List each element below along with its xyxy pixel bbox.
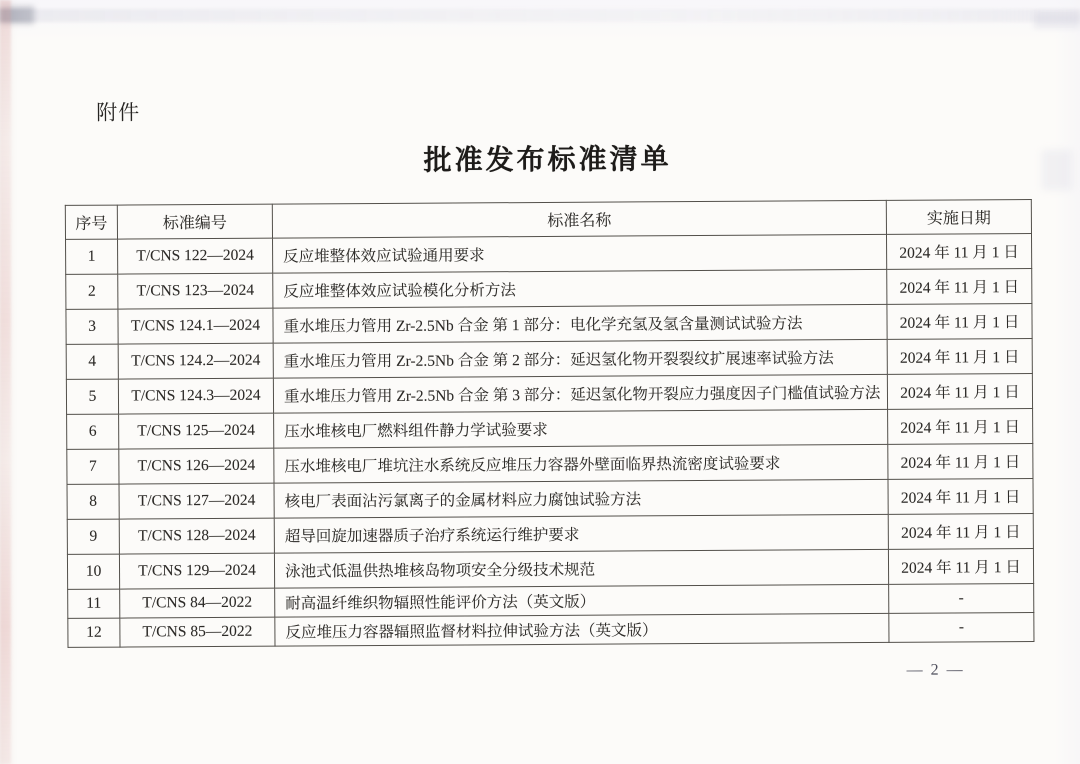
table-row: [68, 612, 1034, 647]
cell-standard-name: 耐高温纤维织物辐照性能评价方法（英文版）: [275, 584, 889, 617]
cell-implementation-date: 2024 年 11 月 1 日: [887, 373, 1032, 409]
cell-standard-code: T/CNS 127—2024: [119, 483, 274, 519]
cell-standard-code: T/CNS 124.3—2024: [118, 378, 273, 414]
cell-implementation-date: 2024 年 11 月 1 日: [888, 478, 1033, 514]
cell-serial-number: 2: [66, 274, 118, 309]
cell-standard-code: T/CNS 123—2024: [118, 273, 273, 309]
cell-implementation-date: 2024 年 11 月 1 日: [886, 233, 1031, 269]
table-row: [67, 443, 1033, 484]
cell-serial-number: 11: [68, 589, 120, 618]
cell-implementation-date: 2024 年 11 月 1 日: [888, 443, 1033, 479]
cell-standard-code: T/CNS 125—2024: [119, 413, 274, 449]
cell-implementation-date: 2024 年 11 月 1 日: [888, 513, 1033, 549]
table-row: [66, 303, 1032, 344]
cell-implementation-date: 2024 年 11 月 1 日: [887, 268, 1032, 304]
cell-standard-name: 泳池式低温供热堆核岛物项安全分级技术规范: [274, 549, 888, 588]
cell-standard-code: T/CNS 84—2022: [120, 588, 275, 618]
document-title: 批准发布标准清单: [423, 144, 672, 177]
cell-implementation-date: -: [889, 583, 1034, 613]
cell-standard-name: 反应堆压力容器辐照监督材料拉伸试验方法（英文版）: [275, 613, 889, 646]
table-row: [66, 338, 1032, 379]
cell-standard-name: 反应堆整体效应试验模化分析方法: [273, 269, 887, 308]
table-row: [67, 478, 1033, 519]
cell-standard-name: 反应堆整体效应试验通用要求: [273, 234, 887, 273]
cell-standard-name: 核电厂表面沾污氯离子的金属材料应力腐蚀试验方法: [274, 479, 888, 518]
cell-serial-number: 9: [67, 519, 119, 554]
cell-standard-code: T/CNS 128—2024: [119, 518, 274, 554]
standards-table-body: [66, 233, 1034, 647]
header-cell-name: 标准名称: [272, 200, 886, 238]
cell-standard-name: 压水堆核电厂堆坑注水系统反应堆压力容器外壁面临界热流密度试验要求: [274, 444, 888, 483]
cell-serial-number: 6: [67, 414, 119, 449]
cell-implementation-date: 2024 年 11 月 1 日: [887, 338, 1032, 374]
table-row: [66, 373, 1032, 414]
header-cell-date: 实施日期: [886, 199, 1031, 234]
cell-serial-number: 8: [67, 484, 119, 519]
table-row: [66, 268, 1032, 309]
cell-implementation-date: -: [889, 612, 1034, 642]
cell-serial-number: 3: [66, 309, 118, 344]
page-number: — 2 —: [906, 661, 965, 679]
cell-serial-number: 10: [67, 554, 119, 589]
cell-implementation-date: 2024 年 11 月 1 日: [888, 548, 1033, 584]
table-row: [67, 408, 1033, 449]
standards-table: [65, 199, 1035, 648]
cell-standard-code: T/CNS 129—2024: [119, 553, 274, 589]
table-row: [67, 548, 1033, 589]
cell-standard-code: T/CNS 126—2024: [119, 448, 274, 484]
cell-standard-name: 重水堆压力管用 Zr-2.5Nb 合金 第 3 部分：延迟氢化物开裂应力强度因子门槛值试验方法: [273, 374, 887, 413]
header-cell-no: 序号: [65, 205, 117, 239]
cell-serial-number: 4: [66, 344, 118, 379]
cell-standard-name: 超导回旋加速器质子治疗系统运行维护要求: [274, 514, 888, 553]
attachment-label: 附件: [96, 100, 141, 125]
cell-standard-code: T/CNS 124.1—2024: [118, 308, 273, 344]
cell-serial-number: 1: [66, 239, 118, 274]
header-cell-code: 标准编号: [117, 204, 272, 239]
cell-standard-name: 压水堆核电厂燃料组件静力学试验要求: [274, 409, 888, 448]
cell-implementation-date: 2024 年 11 月 1 日: [887, 303, 1032, 339]
cell-standard-code: T/CNS 85—2022: [120, 617, 275, 647]
cell-standard-code: T/CNS 124.2—2024: [118, 343, 273, 379]
table-row: [66, 233, 1032, 274]
cell-standard-code: T/CNS 122—2024: [118, 238, 273, 274]
cell-serial-number: 7: [67, 449, 119, 484]
cell-standard-name: 重水堆压力管用 Zr-2.5Nb 合金 第 2 部分：延迟氢化物开裂裂纹扩展速率试验方法: [273, 339, 887, 378]
cell-implementation-date: 2024 年 11 月 1 日: [888, 408, 1033, 444]
table-row: [67, 513, 1033, 554]
cell-standard-name: 重水堆压力管用 Zr-2.5Nb 合金 第 1 部分：电化学充氢及氢含量测试试验方法: [273, 304, 887, 343]
cell-serial-number: 12: [68, 618, 120, 647]
cell-serial-number: 5: [66, 379, 118, 414]
